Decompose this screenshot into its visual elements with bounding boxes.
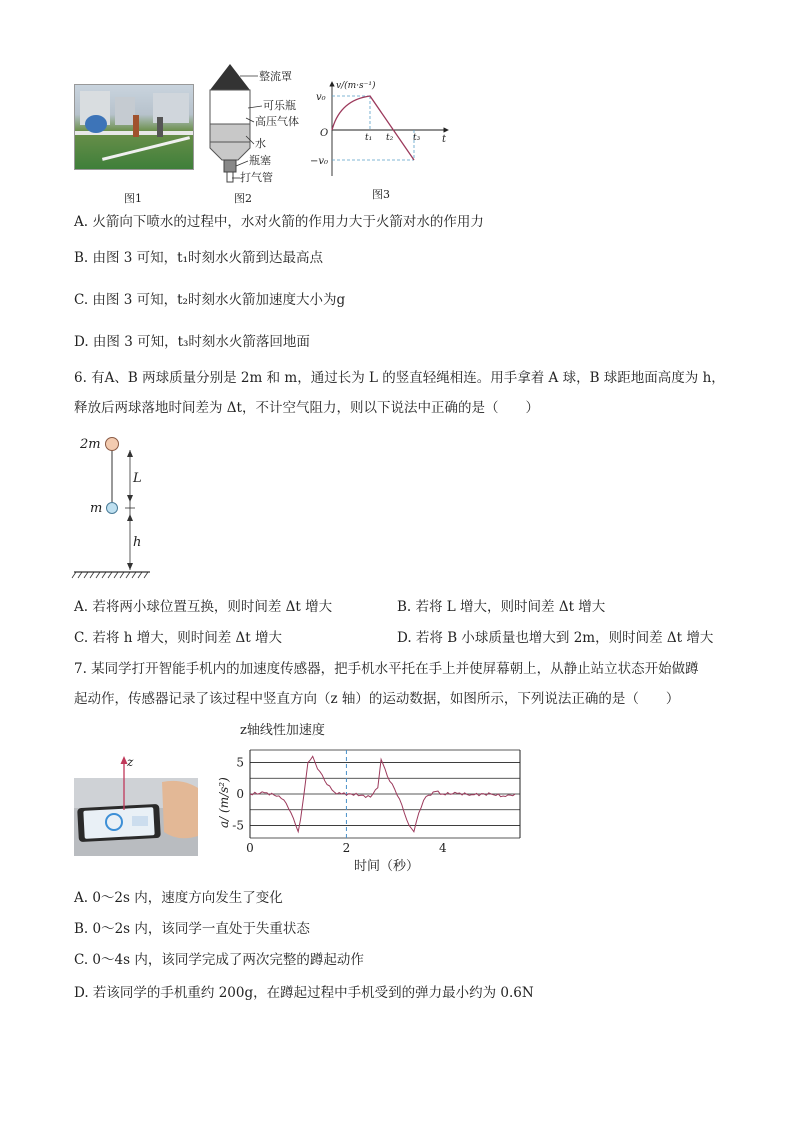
y-tick-label-0: 5 <box>236 755 244 770</box>
fig2-label-water: 水 <box>255 137 266 150</box>
fig3-ylabel: v/(m·s⁻¹) <box>336 81 376 91</box>
fig3-neg-v0: −v₀ <box>310 156 329 167</box>
fig3-t-axis: t <box>442 134 447 145</box>
q6-option-d: D. 若将 B 小球质量也增大到 2m，则时间差 Δt 增大 <box>397 630 714 646</box>
q5-option-d: D. 由图 3 可知，t₃时刻水火箭落回地面 <box>74 334 310 350</box>
ball-a <box>106 438 119 451</box>
accel-chart-ylabel: a/ (m/s²) <box>217 777 231 828</box>
label-m: m <box>90 501 103 516</box>
fig3-origin: O <box>320 128 329 139</box>
q7-option-c: C. 0～4s 内，该同学完成了两次完整的蹲起动作 <box>74 952 364 968</box>
x-tick-label-0: 0 <box>246 841 254 855</box>
fig3-t1: t₁ <box>365 133 373 143</box>
x-tick-label-2: 4 <box>439 841 447 855</box>
ball-b <box>107 503 118 514</box>
q5-fig2-rocket <box>200 60 320 188</box>
fig2-label-fairing: 整流罩 <box>259 70 292 83</box>
label-h: h <box>133 535 142 550</box>
q5-option-c: C. 由图 3 可知，t₂时刻水火箭加速度大小为g <box>74 292 346 308</box>
label-L: L <box>133 471 142 486</box>
q6-option-b: B. 若将 L 增大，则时间差 Δt 增大 <box>397 599 606 615</box>
q6-option-a: A. 若将两小球位置互换，则时间差 Δt 增大 <box>74 599 333 615</box>
fig2-label-bottle: 可乐瓶 <box>263 99 296 112</box>
q5-fig3-vt-graph <box>310 76 455 182</box>
x-tick-label-1: 2 <box>342 841 351 855</box>
accel-chart-xlabel: 时间（秒） <box>354 859 420 874</box>
fig2-label-pump: 打气管 <box>240 171 273 184</box>
q5-option-a: A. 火箭向下喷水的过程中，水对火箭的作用力大于火箭对水的作用力 <box>74 214 484 230</box>
fig2-label-stopper: 瓶塞 <box>249 154 271 167</box>
accel-chart <box>212 744 527 856</box>
q7-stem-line2: 起动作，传感器记录了该过程中竖直方向（z 轴）的运动数据，如图所示，下列说法正确的是（ ） <box>74 691 680 707</box>
q5-fig1-photo <box>74 84 194 170</box>
q7-option-a: A. 0～2s 内，速度方向发生了变化 <box>74 890 283 906</box>
q7-stem-line1: 7. 某同学打开智能手机内的加速度传感器，把手机水平托在手上并使屏幕朝上，从静止站立状态开始做蹲 <box>74 661 699 677</box>
q7-phone-photo <box>74 752 198 856</box>
accel-chart-title: z轴线性加速度 <box>240 723 325 738</box>
fig2-label-gas: 高压气体 <box>255 115 299 128</box>
fig3-t3: t₃ <box>413 133 421 143</box>
y-tick-label-1: 0 <box>236 787 244 801</box>
fig3-caption: 图3 <box>372 188 390 201</box>
fig3-v0: v₀ <box>316 92 326 103</box>
q7-option-d: D. 若该同学的手机重约 200g，在蹲起过程中手机受到的弹力最小约为 0.6N <box>74 985 534 1001</box>
q6-stem-line1: 6. 有A、B 两球质量分别是 2m 和 m，通过长为 L 的竖直轻绳相连。用手拿着 A 球，B 球距地面高度为 h， <box>74 370 725 386</box>
photo-z-axis: z <box>127 755 134 769</box>
label-2m: 2m <box>80 437 101 452</box>
y-tick-label-2: -5 <box>232 818 244 833</box>
fig2-caption: 图2 <box>234 192 252 205</box>
q6-option-c: C. 若将 h 增大，则时间差 Δt 增大 <box>74 630 282 646</box>
fig3-t2: t₂ <box>386 133 394 143</box>
q7-option-b: B. 0～2s 内，该同学一直处于失重状态 <box>74 921 310 937</box>
fig1-caption: 图1 <box>124 192 142 205</box>
q6-two-ball-figure <box>70 430 160 580</box>
q6-stem-line2: 释放后两球落地时间差为 Δt，不计空气阻力，则以下说法中正确的是（ ） <box>74 400 539 416</box>
q5-option-b: B. 由图 3 可知，t₁时刻水火箭到达最高点 <box>74 250 324 266</box>
